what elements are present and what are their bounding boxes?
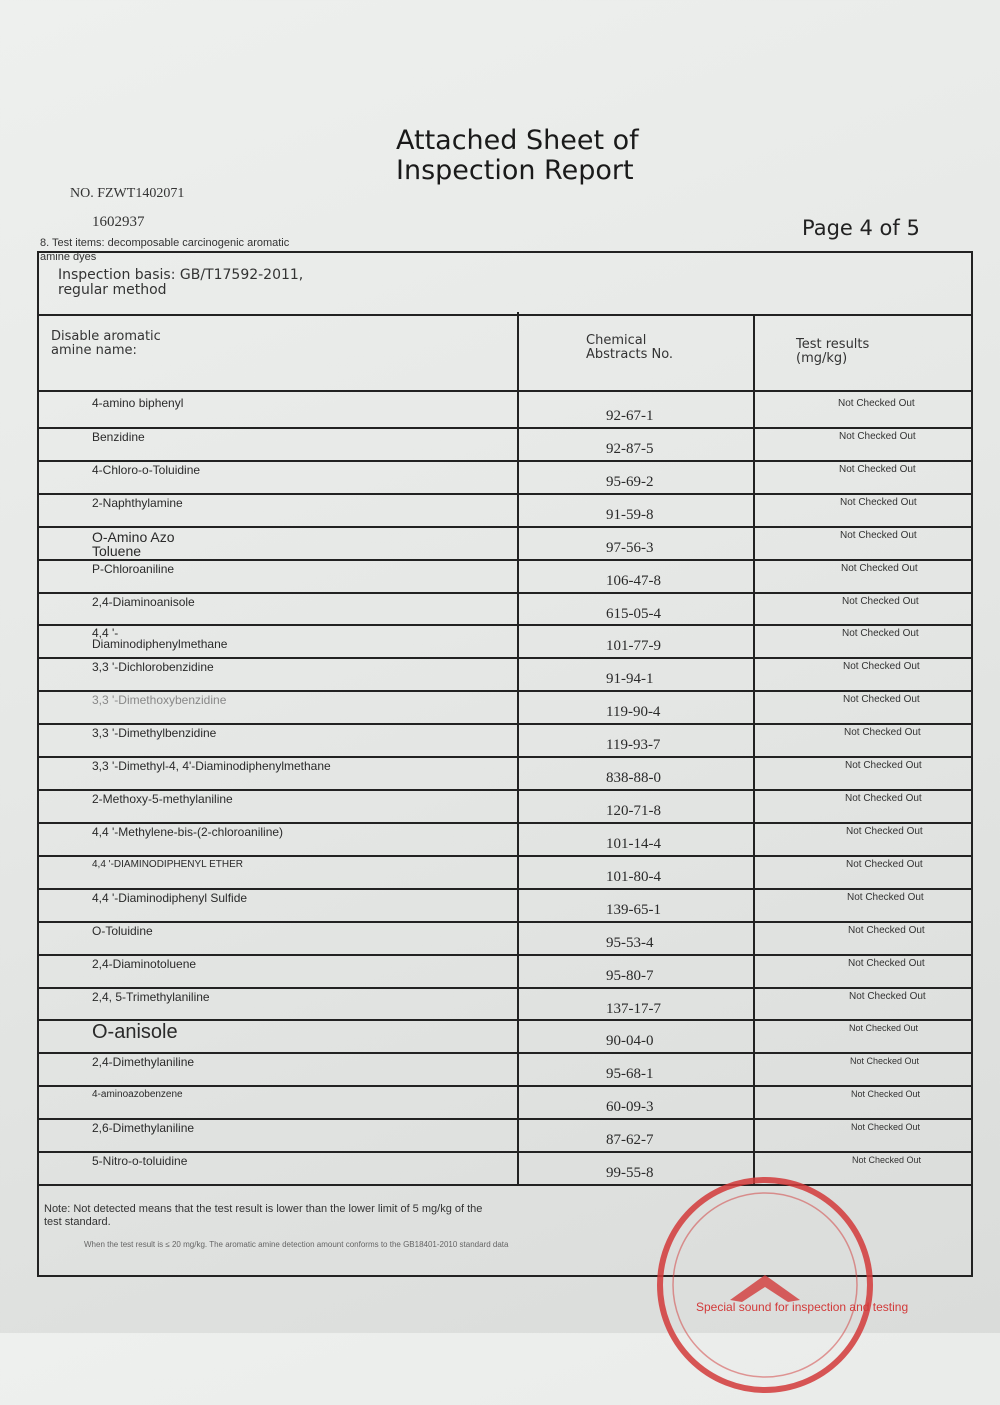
row-test-result: Not Checked Out xyxy=(851,1122,921,1133)
row-test-result: Not Checked Out xyxy=(841,562,918,574)
row-chemical-name: 2,4-Dimethylaniline xyxy=(92,1055,195,1070)
row-cas-number: 119-93-7 xyxy=(606,737,661,754)
row-chemical-name: 4,4 '-Diaminodiphenylmethane xyxy=(92,626,228,652)
row-cas-number: 119-90-4 xyxy=(606,704,661,721)
row-test-result: Not Checked Out xyxy=(840,529,917,541)
row-cas-number: 101-77-9 xyxy=(606,638,661,655)
row-cas-number: 99-55-8 xyxy=(606,1165,654,1182)
row-test-result: Not Checked Out xyxy=(843,661,920,673)
report-number-secondary: 1602937 xyxy=(92,214,145,230)
row-test-result: Not Checked Out xyxy=(840,496,917,508)
row-cas-number: 95-53-4 xyxy=(606,934,654,951)
row-divider xyxy=(37,624,973,626)
column-header-cas: Chemical Abstracts No. xyxy=(586,333,674,362)
row-divider xyxy=(37,559,973,561)
row-cas-number: 95-69-2 xyxy=(606,473,654,490)
row-cas-number: 90-04-0 xyxy=(606,1033,654,1050)
basis-divider xyxy=(37,314,973,316)
row-cas-number: 139-65-1 xyxy=(606,901,661,918)
row-divider xyxy=(37,657,973,659)
row-test-result: Not Checked Out xyxy=(849,990,926,1002)
row-divider xyxy=(37,855,973,857)
row-test-result: Not Checked Out xyxy=(849,1023,919,1034)
row-divider xyxy=(37,493,973,495)
row-chemical-name: Benzidine xyxy=(92,429,145,444)
row-cas-number: 615-05-4 xyxy=(606,605,661,622)
row-cas-number: 91-94-1 xyxy=(606,671,654,688)
row-divider xyxy=(37,756,973,758)
row-chemical-name: 4-Chloro-o-Toluidine xyxy=(92,462,201,477)
row-test-result: Not Checked Out xyxy=(842,595,919,607)
row-cas-number: 838-88-0 xyxy=(606,770,661,787)
row-chemical-name: 2-Naphthylamine xyxy=(92,495,183,510)
official-seal-stamp xyxy=(650,1170,880,1400)
test-items-label: 8. Test items: decomposable carcinogenic aromatic amine dyes xyxy=(40,237,290,263)
page-indicator: Page 4 of 5 xyxy=(802,216,920,240)
row-test-result: Not Checked Out xyxy=(842,628,919,640)
row-chemical-name: O-Toluidine xyxy=(92,923,153,938)
row-chemical-name: 2,4-Diaminotoluene xyxy=(92,956,197,971)
row-chemical-name: 2-Methoxy-5-methylaniline xyxy=(92,792,233,806)
row-cas-number: 87-62-7 xyxy=(606,1132,654,1149)
row-chemical-name: 2,6-Dimethylaniline xyxy=(92,1121,195,1136)
row-cas-number: 101-80-4 xyxy=(606,868,661,885)
row-divider xyxy=(37,987,973,989)
row-chemical-name: 4,4 '-Methylene-bis-(2-chloroaniline) xyxy=(92,824,284,839)
row-divider xyxy=(37,1085,973,1087)
row-cas-number: 92-87-5 xyxy=(606,440,654,457)
row-divider xyxy=(37,592,973,594)
row-cas-number: 120-71-8 xyxy=(606,803,661,819)
row-cas-number: 95-68-1 xyxy=(606,1066,654,1083)
row-test-result: Not Checked Out xyxy=(851,1089,921,1100)
title-line-2: Inspection Report xyxy=(396,155,634,186)
row-test-result: Not Checked Out xyxy=(848,957,925,969)
report-number: NO. FZWT1402071 xyxy=(70,186,185,201)
document-title xyxy=(396,126,639,186)
footnote-small: When the test result is ≤ 20 mg/kg. The aromatic amine detection amount conforms to the GB18401-2010 standard data xyxy=(84,1240,509,1249)
inspection-basis: Inspection basis: GB/T17592-2011, regular method xyxy=(58,267,304,298)
row-test-result: Not Checked Out xyxy=(845,760,922,772)
row-cas-number: 60-09-3 xyxy=(606,1099,654,1116)
row-test-result: Not Checked Out xyxy=(845,793,922,804)
row-cas-number: 91-59-8 xyxy=(606,506,654,523)
row-test-result: Not Checked Out xyxy=(846,825,923,837)
column-header-result: Test results (mg/kg) xyxy=(796,337,870,366)
row-divider xyxy=(37,427,973,429)
row-chemical-name: 2,4, 5-Trimethylaniline xyxy=(92,989,210,1004)
row-divider xyxy=(37,723,973,725)
row-test-result: Not Checked Out xyxy=(839,463,916,475)
row-chemical-name: 4,4 '-Diaminodiphenyl Sulfide xyxy=(92,890,248,905)
row-divider xyxy=(37,1151,973,1153)
row-test-result: Not Checked Out xyxy=(848,924,925,936)
column-header-divider xyxy=(37,390,973,392)
row-divider xyxy=(37,888,973,890)
row-chemical-name: 3,3 '-Dimethoxybenzidine xyxy=(92,693,227,708)
row-test-result: Not Checked Out xyxy=(850,1056,920,1067)
row-test-result: Not Checked Out xyxy=(852,1155,922,1166)
row-chemical-name: 4,4 '-DIAMINODIPHENYL ETHER xyxy=(92,858,244,870)
stamp-caption: Special sound for inspection and testing xyxy=(696,1300,909,1314)
row-divider xyxy=(37,690,973,692)
row-divider xyxy=(37,954,973,956)
row-test-result: Not Checked Out xyxy=(838,398,915,409)
row-divider xyxy=(37,1118,973,1120)
row-cas-number: 97-56-3 xyxy=(606,539,654,556)
row-divider xyxy=(37,789,973,791)
row-divider xyxy=(37,822,973,824)
row-divider xyxy=(37,1052,973,1054)
row-test-result: Not Checked Out xyxy=(844,727,921,739)
row-chemical-name: 5-Nitro-o-toluidine xyxy=(92,1154,188,1169)
row-divider xyxy=(37,921,973,923)
row-cas-number: 92-67-1 xyxy=(606,408,654,424)
row-chemical-name: P-Chloroaniline xyxy=(92,561,175,576)
row-chemical-name: 4-aminoazobenzene xyxy=(92,1089,183,1101)
row-chemical-name: O-anisole xyxy=(92,1021,178,1044)
row-chemical-name: 4-amino biphenyl xyxy=(92,396,184,410)
row-test-result: Not Checked Out xyxy=(847,891,924,903)
row-divider xyxy=(37,460,973,462)
row-divider xyxy=(37,526,973,528)
row-cas-number: 95-80-7 xyxy=(606,967,654,984)
title-line-1: Attached Sheet of xyxy=(396,125,639,156)
row-chemical-name: O-Amino Azo Toluene xyxy=(92,528,175,559)
row-chemical-name: 3,3 '-Dimethylbenzidine xyxy=(92,726,217,741)
row-cas-number: 106-47-8 xyxy=(606,572,661,589)
column-header-name: Disable aromatic amine name: xyxy=(51,329,161,358)
row-chemical-name: 3,3 '-Dichlorobenzidine xyxy=(92,660,214,675)
row-chemical-name: 2,4-Diaminoanisole xyxy=(92,594,195,609)
row-cas-number: 101-14-4 xyxy=(606,835,661,852)
row-test-result: Not Checked Out xyxy=(839,430,916,442)
footnote: Note: Not detected means that the test result is lower than the lower limit of 5 mg/kg of the test standard. xyxy=(44,1203,483,1228)
row-cas-number: 137-17-7 xyxy=(606,1000,661,1017)
row-test-result: Not Checked Out xyxy=(846,858,923,870)
row-chemical-name: 3,3 '-Dimethyl-4, 4'-Diaminodiphenylmethane xyxy=(92,759,331,774)
row-test-result: Not Checked Out xyxy=(843,694,920,706)
